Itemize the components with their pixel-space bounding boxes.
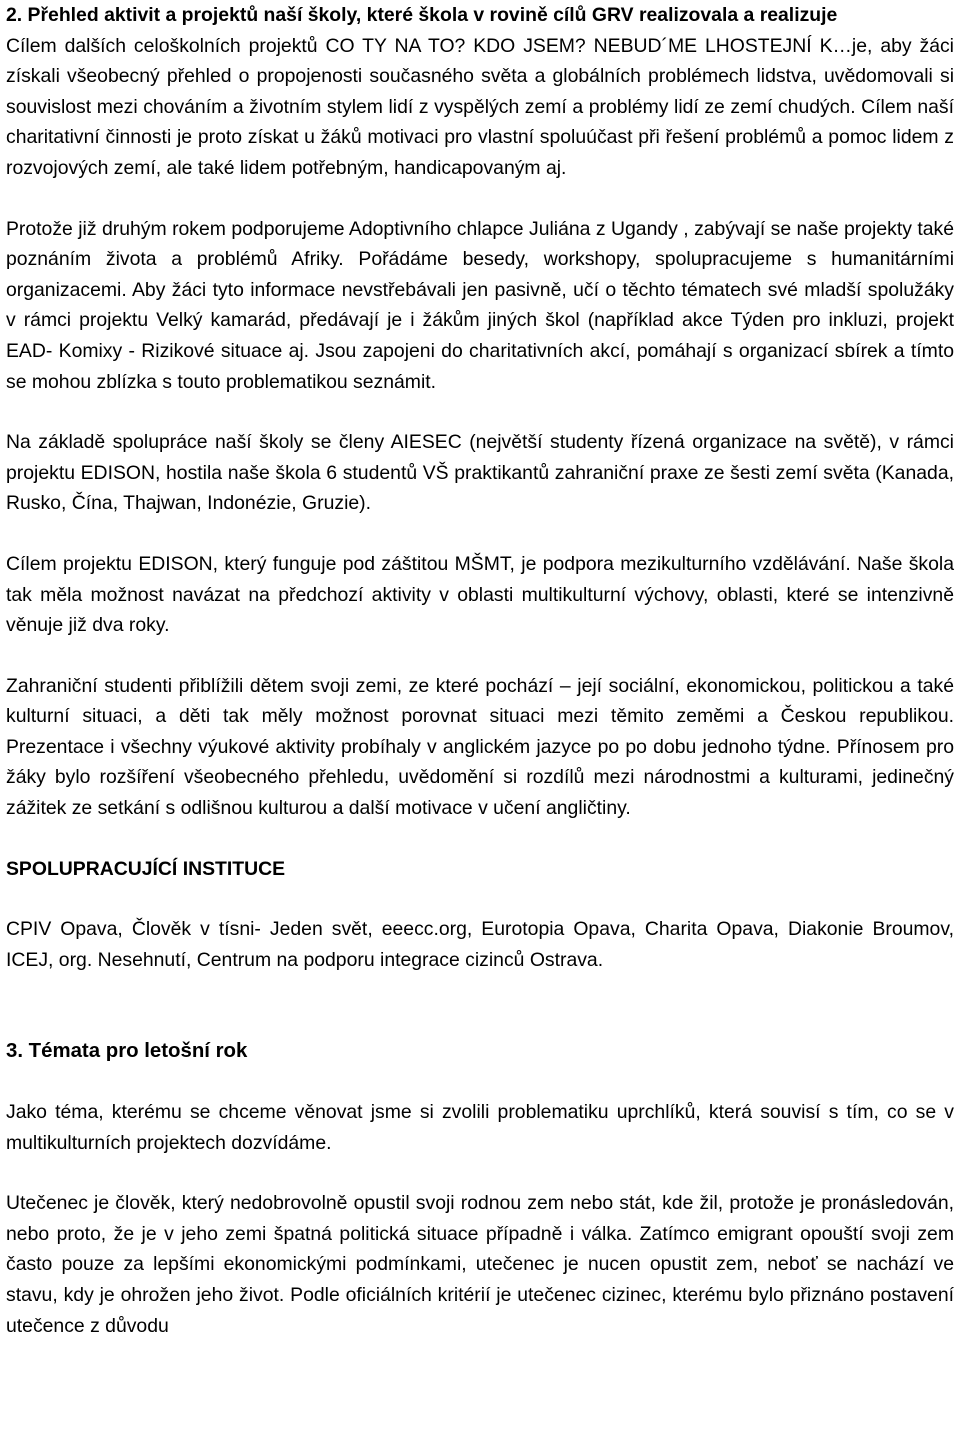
institutions-list: CPIV Opava, Člověk v tísni- Jeden svět, eeecc.org, Eurotopia Opava, Charita Opava, Diakonie Broumov, ICEJ, org. Nesehnutí, Centrum na podporu integrace cizinců Ostrava. <box>6 918 954 971</box>
paragraph-gap <box>6 397 954 427</box>
paragraph-gap <box>6 519 954 549</box>
paragraph-gap <box>6 1067 954 1097</box>
paragraph-gap <box>6 884 954 914</box>
institutions-heading: SPOLUPRACUJÍCÍ INSTITUCE <box>6 857 286 880</box>
paragraph-foreign-students: Zahraniční studenti přiblížili dětem svoji zemi, ze které pochází – její sociální, ekonomickou, politickou a také kulturní situaci, a děti tak měly možnost porovnat situaci mezi těmito zeměmi a Českou republikou. Prezentace i všechny výukové aktivity probíhaly v anglickém jazyce po po dobu jednoho týdne. Přínosem pro žáky bylo rozšíření všeobecného přehledu, uvědomění si rozdílů mezi národnostmi a kulturami, jedinečný zážitek ze setkání s odlišnou kulturou a další motivace v učení angličtiny. <box>6 674 954 820</box>
paragraph-projects-goals: Cílem dalších celoškolních projektů CO TY NA TO? KDO JSEM? NEBUD´ME LHOSTEJNÍ K…je, aby žáci získali všeobecný přehled o propojenosti současného světa a globálních problémech lidstva, uvědomovali si souvislost mezi chováním a životním stylem lidí z vyspělých zemí a problémy lidí ze zemí chudých. Cílem naší charitativní činnosti je proto získat u žáků motivaci pro vlastní spoluúčast při řešení problémů a pomoc lidem z rozvojových zemí, ale také lidem potřebným, handicapovaným aj. <box>6 34 954 179</box>
document-page <box>6 0 954 1341</box>
section-gap <box>6 975 954 1036</box>
section-2-heading: 2. Přehled aktivit a projektů naší školy, které škola v rovině cílů GRV realizovala a realizuje <box>6 4 838 26</box>
paragraph-aiesec: Na základě spolupráce naší školy se členy AIESEC (největší studenty řízená organizace na světě), v rámci projektu EDISON, hostila naše škola 6 studentů VŠ praktikantů zahraniční praxe ze šesti zemí světa (Kanada, Rusko, Čína, Thajwan, Indonézie, Gruzie). <box>6 431 954 515</box>
paragraph-africa-projects: Protože již druhým rokem podporujeme Adoptivního chlapce Juliána z Ugandy , zabývají se naše projekty také poznáním života a problémů Afriky. Pořádáme besedy, workshopy, spolupracujeme s humanitárními organizacemi. Aby žáci tyto informace nevstřebávali jen pasivně, učí o těchto tématech své mladší spolužáky v rámci projektu Velký kamarád, předávají je i žákům jiných škol (například akce Týden pro inkluzi, projekt EAD- Komixy - Rizikové situace aj. Jsou zapojeni do charitativních akcí, pomáhají s organizací sbírek a tímto se mohou zblízka s touto problematikou seznámit. <box>6 217 954 393</box>
paragraph-refugee-definition: Utečenec je člověk, který nedobrovolně opustil svoji rodnou zem nebo stát, kde žil, protože je pronásledován, nebo proto, že je v jeho zemi špatná politická situace případně i válka. Zatímco emigrant opouští svoji zem často pouze za lepšími ekonomickými podmínkami, utečenec je nucen opustit zem, neboť se nachází ve stavu, kdy je ohrožen jeho život. Podle oficiálních kritérií je utečenec cizinec, kterému bylo přiznáno postavení utečence z důvodu <box>6 1192 954 1337</box>
paragraph-gap <box>6 1158 954 1188</box>
paragraph-edison-goal: Cílem projektu EDISON, který funguje pod záštitou MŠMT, je podpora mezikulturního vzdělávání. Naše škola tak měla možnost navázat na předchozí aktivity v oblasti multikulturní výchovy, oblasti, které se intenzivně věnuje již dva roky. <box>6 552 954 637</box>
paragraph-gap <box>6 824 954 854</box>
paragraph-gap <box>6 184 954 214</box>
paragraph-gap <box>6 641 954 671</box>
paragraph-topic-intro: Jako téma, kterému se chceme věnovat jsme si zvolili problematiku uprchlíků, která souvisí s tím, co se v multikulturních projektech dozvídáme. <box>6 1101 954 1154</box>
section-3-heading: 3. Témata pro letošní rok <box>6 1040 248 1063</box>
